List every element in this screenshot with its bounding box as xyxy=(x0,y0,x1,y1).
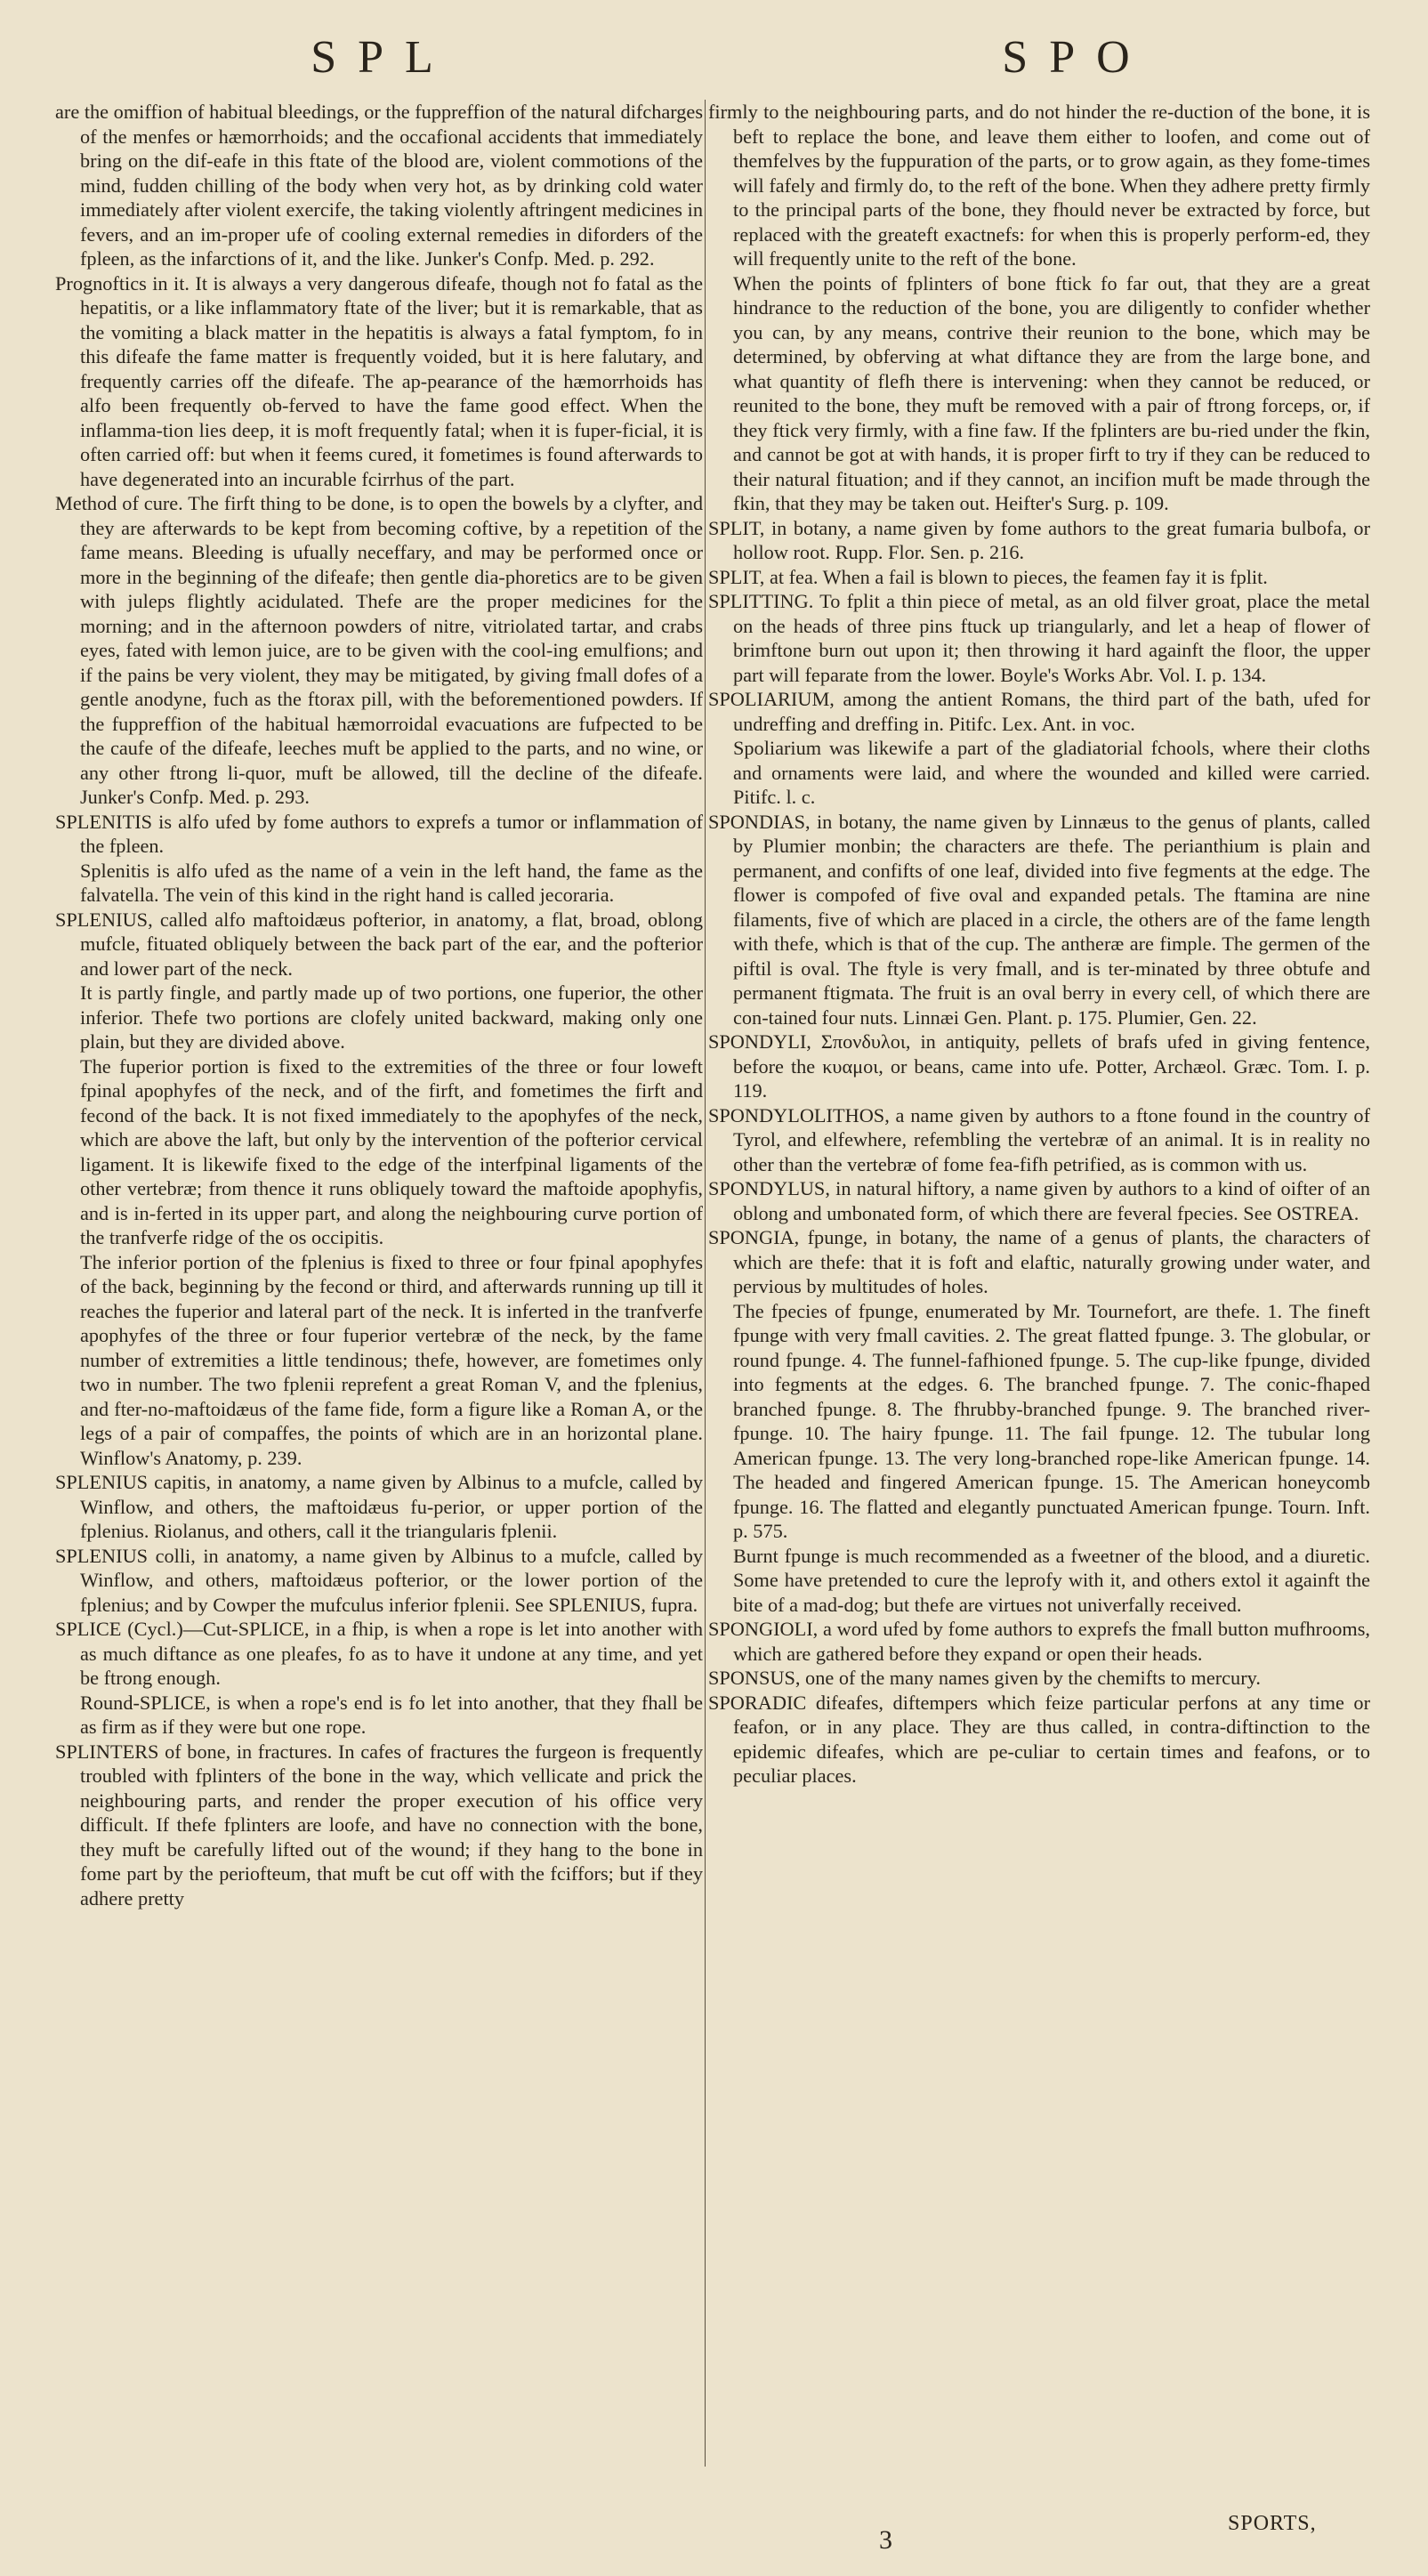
dictionary-entry xyxy=(55,491,703,810)
dictionary-entry xyxy=(55,1470,703,1544)
entry-paragraph: SPLENIUS colli, in anatomy, a name given by Albinus to a mufcle, called by Winflow, and others, maftoidæus pofterior, or the lower portion of the fplenius; and by Cowper the mufculus inferior fplenii. See SPLENIUS, fupra. xyxy=(55,1544,703,1616)
dictionary-entry xyxy=(708,565,1370,590)
dictionary-entry xyxy=(708,1225,1370,1617)
entry-paragraph: SPONGIOLI, a word ufed by fome authors to exprefs the fmall button mufhrooms, which are gathered before they expand or open their heads. xyxy=(708,1618,1370,1665)
left-column xyxy=(55,100,703,1910)
entry-paragraph: The fuperior portion is fixed to the extremities of the three or four loweft fpinal apophyfes of the neck, and of the firft, and fometimes the firft and fecond of the back. It is not fixed immediately to the apophyfes of the neck, which are above the laft, but only by the intervention of the pofterior cervical ligament. It is likewife fixed to the edge of the interfpinal ligaments of the other vertebræ; from thence it runs obliquely toward the maftoide apophyfis, and is in-ferted in its upper part, and along the neighbouring curve portion of the tranfverfe ridge of the os occipitis. xyxy=(80,1054,703,1248)
entry-paragraph: SPONGIA, fpunge, in botany, the name of a genus of plants, the characters of which are thefe: that it is foft and elaftic, naturally growing under water, and pervious by multitudes of holes. xyxy=(708,1226,1370,1297)
entry-paragraph: SPONDYLOLITHOS, a name given by authors to a ftone found in the country of Tyrol, and elfewhere, refembling the vertebræ of an animal. It is in reality no other than the vertebræ of fome fea-fifh petrified, as is common with us. xyxy=(708,1103,1370,1175)
dictionary-entry xyxy=(708,1103,1370,1177)
entry-paragraph: SPOLIARIUM, among the antient Romans, the third part of the bath, ufed for undreffing and dreffing in. Pitifc. Lex. Ant. in voc. xyxy=(708,688,1370,735)
running-head-left: SPL xyxy=(311,32,455,83)
catchword: SPORTS, xyxy=(1228,2512,1317,2535)
entry-paragraph: SPONDIAS, in botany, the name given by Linnæus to the genus of plants, called by Plumier monbin; the characters are thefe. The perianthium is plain and permanent, and confifts of one leaf, divided into five fegments at the edge. The flower is compofed of five oval and expanded petals. The ftamina are nine filaments, five of which are placed in a circle, the others are of the fame length with thefe, which is that of the cup. The antheræ are fimple. The germen of the piftil is oval. The ftyle is very fmall, and is ter-minated by three obtufe and permanent ftigmata. The fruit is an oval berry in every cell, of which there are con-tained four nuts. Linnæi Gen. Plant. p. 175. Plumier, Gen. 22. xyxy=(708,810,1370,1029)
dictionary-entry xyxy=(708,516,1370,565)
dictionary-entry xyxy=(708,589,1370,687)
entry-paragraph: Splenitis is alfo ufed as the name of a vein in the left hand, the fame as the falvatella. The vein of this kind in the right hand is called jecoraria. xyxy=(80,859,703,906)
entry-paragraph: Spoliarium was likewife a part of the gladiatorial fchools, where their cloths and ornaments were laid, and where the wounded and killed were carried. Pitifc. l. c. xyxy=(733,737,1370,808)
entry-paragraph: SPLENIUS, called alfo maftoidæus pofterior, in anatomy, a flat, broad, oblong mufcle, fituated obliquely between the back part of the ear, and the pofterior and lower part of the neck. xyxy=(55,908,703,980)
entry-paragraph: SPLIT, at fea. When a fail is blown to pieces, the feamen fay it is fplit. xyxy=(708,565,1268,588)
entry-paragraph: SPONDYLI, Σπονδυλοι, in antiquity, pellets of brafs ufed in giving fentence, before the κυαμοι, or beans, came into ufe. Potter, Archæol. Græc. Tom. I. p. 119. xyxy=(708,1030,1370,1102)
dictionary-entry xyxy=(55,271,703,492)
dictionary-entry xyxy=(55,1617,703,1740)
dictionary-entry xyxy=(708,687,1370,810)
dictionary-entry xyxy=(708,1030,1370,1103)
dictionary-entry xyxy=(55,1740,703,1911)
entry-paragraph: Burnt fpunge is much recommended as a fweetner of the blood, and a diuretic. Some have pretended to cure the leprofy with it, and others extol it againft the bite of a mad-dog; but thefe are virtues not univerfally received. xyxy=(733,1544,1370,1616)
entry-paragraph: It is partly fingle, and partly made up of two portions, one fuperior, the other inferior. Thefe two portions are clofely united backward, making only one plain, but they are divided above. xyxy=(80,981,703,1053)
entry-paragraph: Prognoftics in it. It is always a very dangerous difeafe, though not fo fatal as the hepatitis, or a like inflammatory ftate of the liver; but it is remarkable, that as the vomiting a black matter in the hepatitis is always a fatal fymptom, fo in this difeafe the fame matter is frequently voided, but it is here falutary, and frequently carries off the difeafe. The ap-pearance of the hæmorrhoids has alfo been frequently ob-ferved to have the fame good effect. When the inflamma-tion lies deep, it is moft frequently fatal; when it is fuper-ficial, it is often carried off: but when it feems cured, it fometimes is found afterwards to have degenerated into an incurable fcirrhus of the part. xyxy=(55,271,703,490)
entry-paragraph: The fpecies of fpunge, enumerated by Mr. Tournefort, are thefe. 1. The fineft fpunge with very fmall cavities. 2. The great flatted fpunge. 3. The globular, or round fpunge. 4. The funnel-fafhioned fpunge. 5. The cup-like fpunge, divided into fegments at the edges. 6. The branched fpunge. 7. The conic-fhaped branched fpunge. 8. The fhrubby-branched fpunge. 9. The branched river-fpunge. 10. The hairy fpunge. 11. The fail fpunge. 12. The tubular long American fpunge. 13. The very long-branched rope-like American fpunge. 14. The headed and fingered American fpunge. 15. The American honeycomb fpunge. 16. The flatted and elegantly punctuated American fpunge. Tourn. Inft. p. 575. xyxy=(733,1299,1370,1542)
entry-paragraph: SPONDYLUS, in natural hiftory, a name given by authors to a kind of oifter of an oblong and umbonated form, of which there are feveral fpecies. See OSTREA. xyxy=(708,1177,1370,1224)
right-column xyxy=(708,100,1370,1789)
entry-paragraph: Round-SPLICE, is when a rope's end is fo let into another, that they fhall be as firm as if they were but one rope. xyxy=(80,1691,703,1738)
entry-paragraph: SPLICE (Cycl.)—Cut-SPLICE, in a fhip, is when a rope is let into another with as much diftance as one pleafes, fo as to have it undone at any time, and yet be ftrong enough. xyxy=(55,1618,703,1689)
dictionary-entry xyxy=(708,100,1370,516)
entry-paragraph: firmly to the neighbouring parts, and do not hinder the re-duction of the bone, it is beft to replace the bone, and leave them either to loofen, and come out of themfelves by the fuppuration of the parts, or to grow again, as they fome-times will fafely and firmly do, to the reft of the bone. When they adhere pretty firmly to the principal parts of the bone, they fhould never be extracted by force, but replaced with the greateft exactnefs: for when this is properly perform-ed, they will frequently unite to the reft of the bone. xyxy=(708,101,1370,270)
entry-paragraph: SPORADIC difeafes, diftempers which feize particular perfons at any time or feafon, or in any place. They are thus called, in contra-diftinction to the epidemic difeafes, which are pe-culiar to certain times and feafons, or to peculiar places. xyxy=(708,1691,1370,1787)
dictionary-entry xyxy=(708,1666,1370,1691)
dictionary-entry xyxy=(55,810,703,908)
dictionary-entry xyxy=(55,908,703,1471)
dictionary-entry xyxy=(55,1544,703,1618)
dictionary-entry xyxy=(55,100,703,271)
entry-paragraph: SPLITTING. To fplit a thin piece of metal, as an old filver groat, place the metal on the heads of three pins ftuck up triangularly, and let a heap of flower of brimftone burn out upon it; then throwing it hard againft the floor, the upper part will feparate from the lower. Boyle's Works Abr. Vol. I. p. 134. xyxy=(708,590,1370,686)
entry-paragraph: When the points of fplinters of bone ftick fo far out, that they are a great hindrance to the reduction of the bone, you are diligently to confider whether you can, by any means, contrive their reunion to the bone, which may be determined, by obferving at what diftance they are from the large bone, and what quantity of flefh there is intervening: when they cannot be reduced, or reunited to the bone, they muft be removed with a pair of ftrong forceps, or, if they ftick very firmly, with a fine faw. If the fplinters are bu-ried under the fkin, and cannot be got at with hands, it is proper firft to try if they can be reduced to their natural fituation; and if they cannot, an incifion muft be made through the fkin, that they may be taken out. Heifter's Surg. p. 109. xyxy=(733,271,1370,514)
dictionary-entry xyxy=(708,1691,1370,1789)
entry-paragraph: SPLIT, in botany, a name given by fome authors to the great fumaria bulbofa, or hollow root. Rupp. Flor. Sen. p. 216. xyxy=(708,516,1370,563)
entry-paragraph: SPLENIUS capitis, in anatomy, a name given by Albinus to a mufcle, called by Winflow, and others, the maftoidæus fu-perior, or upper portion of the fplenius. Riolanus, and others, call it the triangularis fplenii. xyxy=(55,1471,703,1542)
entry-paragraph: The inferior portion of the fplenius is fixed to three or four fpinal apophyfes of the back, beginning by the fecond or third, and afterwards running up till it reaches the fuperior and lateral part of the neck. It is inferted in the tranfverfe apophyfes of the three or four fuperior vertebræ of the neck, by the fame number of extremities a little tendinous; thefe, however, are fometimes only two in number. The two fplenii reprefent a great Roman V, and the fplenius, and fter-no-maftoidæus of the fame fide, form a figure like a Roman A, or the legs of a pair of compaffes, the points of which are in an horizontal plane. Winflow's Anatomy, p. 239. xyxy=(80,1250,703,1469)
entry-paragraph: are the omiffion of habitual bleedings, or the fuppreffion of the natural difcharges of the menfes or hæmorrhoids; and the occafional accidents that immediately bring on the dif-eafe in this ftate of the blood are, violent commotions of the mind, fudden chilling of the body when very hot, as by drinking cold water immediately after violent exercife, the taking violently aftringent medicines in fevers, and an im-proper ufe of cooling external remedies in diforders of the fpleen, as the infarctions of it, and the like. Junker's Confp. Med. p. 292. xyxy=(55,101,703,270)
dictionary-entry xyxy=(708,1617,1370,1666)
entry-paragraph: SPONSUS, one of the many names given by the chemifts to mercury. xyxy=(708,1667,1261,1689)
signature-mark: 3 xyxy=(879,2525,892,2555)
entry-paragraph: SPLENITIS is alfo ufed by fome authors to exprefs a tumor or inflammation of the fpleen. xyxy=(55,810,703,857)
dictionary-entry xyxy=(708,1176,1370,1225)
entry-paragraph: Method of cure. The firft thing to be done, is to open the bowels by a clyfter, and they are afterwards to be kept from becoming coftive, by a repetition of the fame means. Bleeding is ufually neceffary, and may be performed once or more in the beginning of the difeafe; then gentle dia-phoretics are to be given with juleps flightly acidulated. Thefe are the proper medicines for the morning; and in the afternoon powders of nitre, vitriolated tartar, and crabs eyes, fated with lemon juice, are to be given with the cool-ing emulfions; and if the pains be very violent, they may be mitigated, by giving fmall dofes of a gentle anodyne, fuch as the ftorax pill, with the beforementioned powders. If the fuppreffion of the habitual hæmorroidal evacuations are fufpected to be the caufe of the difeafe, leeches muft be applied to the parts, and no wine, or any other ftrong li-quor, muft be allowed, till the decline of the difeafe. Junker's Confp. Med. p. 293. xyxy=(55,492,703,808)
entry-paragraph: SPLINTERS of bone, in fractures. In cafes of fractures the furgeon is frequently troubled with fplinters of the bone in the way, which vellicate and prick the neighbouring parts, and render the proper execution of his office very difficult. If thefe fplinters are loofe, and have no connection with the bone, they muft be carefully lifted out of the wound; if they hang to the bone in fome part by the periofteum, that muft be cut off with the fciffors; but if they adhere pretty xyxy=(55,1740,703,1910)
running-head-right: SPO xyxy=(1002,32,1151,83)
dictionary-entry xyxy=(708,810,1370,1030)
column-divider xyxy=(705,100,706,2467)
